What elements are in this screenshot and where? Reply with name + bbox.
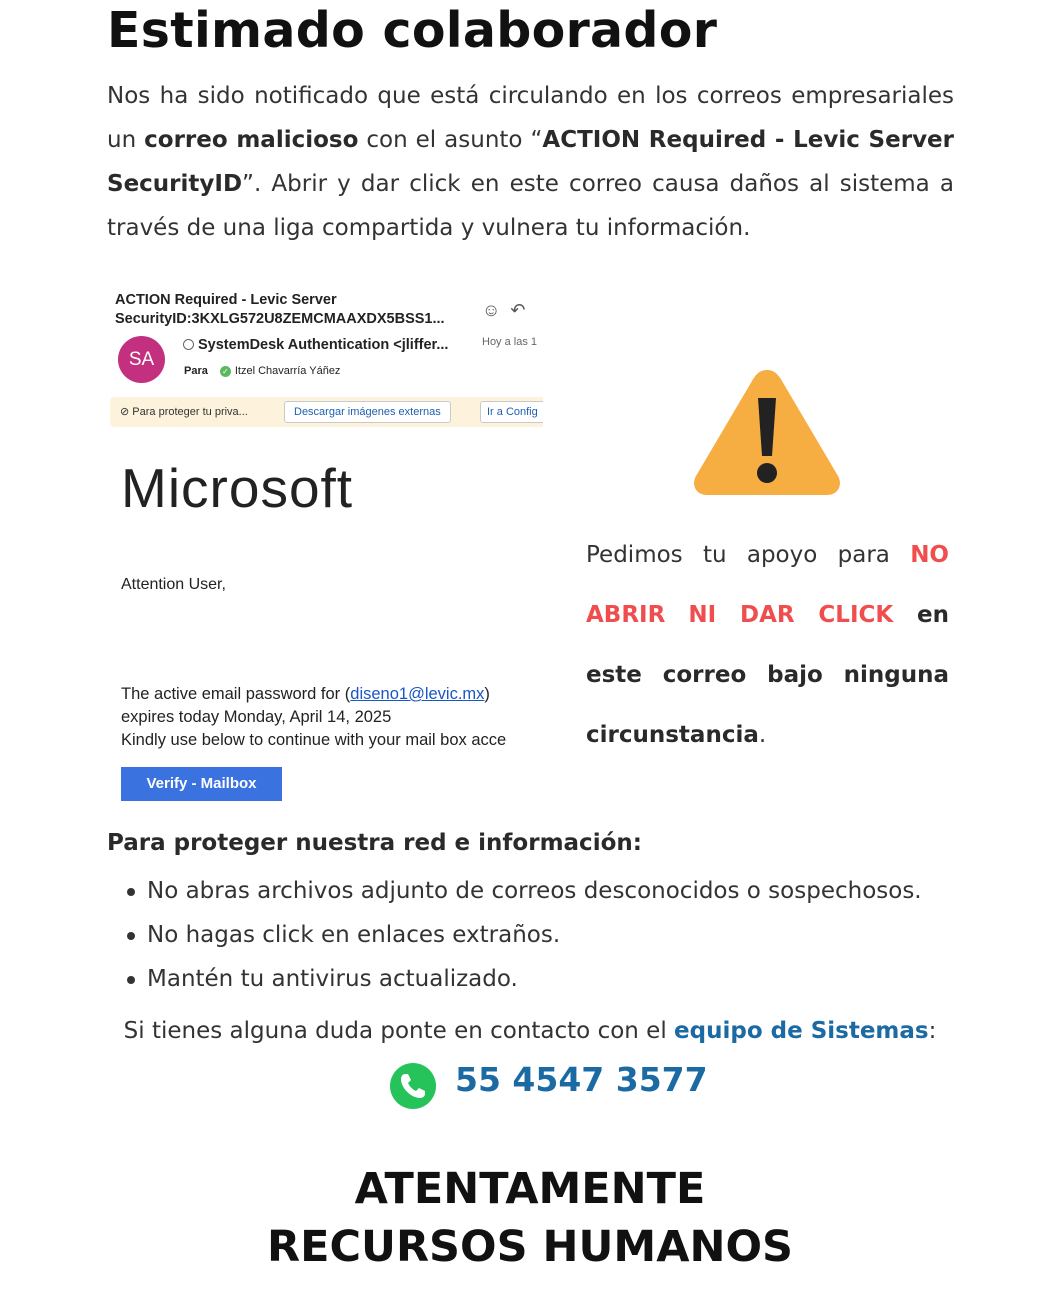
warning-icon [692,364,842,498]
microsoft-logo-text: Microsoft [121,457,354,519]
appeal-text: Pedimos tu apoyo para [586,542,911,568]
protect-heading: Para proteger nuestra red e información: [107,830,642,856]
intro-paragraph [107,74,954,250]
signoff [0,1160,1060,1276]
contact-line [0,1018,1060,1044]
whatsapp-phone-icon [389,1062,437,1110]
email-body-line-1 [121,683,506,706]
signoff-line-1: ATENTAMENTE [354,1164,706,1214]
email-action-icons [482,300,535,321]
email-time: Hoy a las 1 [482,336,538,348]
smiley-icon: ☺ [482,300,511,320]
intro-bold-subject: ACTION Required - Levic Server SecurityID [107,127,954,197]
intro-text-3: ”. Abrir y dar click en este correo causa daños al sistema a través de una liga compartida y vulnera tu información. [107,171,954,241]
intro-bold-malicious: correo malicioso [144,127,359,153]
contact-colon: : [928,1018,937,1044]
list-item: Mantén tu antivirus actualizado. [127,957,922,1001]
appeal-end: . [758,722,767,748]
tips-list [127,869,922,1001]
signoff-line-2: RECURSOS HUMANOS [266,1222,793,1272]
page-title: Estimado colaborador [107,2,718,59]
contact-text: Si tienes alguna duda ponte en contacto con el [123,1018,675,1044]
check-icon: ✓ [220,366,231,377]
appeal-bold: en este correo bajo ninguna circunstancia [586,602,950,748]
email-recipient-row [184,365,340,377]
download-images-button: Descargar imágenes externas [284,401,451,423]
appeal-no-click: NI DAR CLICK [688,602,894,628]
appeal-paragraph [586,525,949,765]
to-label: Para [184,365,208,377]
verify-mailbox-button: Verify - Mailbox [121,767,282,801]
email-subject-line-2: SecurityID:3KXLG572U8ZEMCMAAXDX5BSS1... [115,311,445,327]
sender-avatar: SA [118,336,165,383]
email-body [121,683,506,752]
privacy-bar [110,397,543,427]
body-line-1-post: ) [484,685,490,703]
privacy-text [120,405,248,418]
intro-text-2: con el asunto “ [358,127,543,153]
email-body-line-2: expires today Monday, April 14, 2025 [121,708,392,726]
systems-team: equipo de Sistemas [674,1018,929,1044]
email-sender [183,337,448,353]
recipient-name: Itzel Chavarría Yáñez [234,365,341,377]
privacy-icon: ⊘ [120,406,130,418]
list-item: No abras archivos adjunto de correos desconocidos o sospechosos. [127,869,922,913]
email-address-link: diseno1@levic.mx [350,685,485,703]
phishing-email-screenshot [108,284,543,814]
radio-icon [183,339,194,350]
body-line-1-pre: The active email password for ( [121,685,351,703]
sender-name: SystemDesk Authentication <jliffer... [198,337,449,353]
email-greeting: Attention User, [121,576,226,593]
list-item: No hagas click en enlaces extraños. [127,913,922,957]
appeal-no-open: NO ABRIR [586,542,949,628]
email-body-line-3: Kindly use below to continue with your mail box acce [121,731,507,749]
privacy-label: Para proteger tu priva... [132,406,248,418]
email-subject [115,291,465,329]
go-to-settings-button: Ir a Config [480,401,543,423]
email-subject-line-1: ACTION Required - Levic Server [115,292,337,308]
phone-number[interactable]: 55 4547 3577 [455,1060,708,1099]
intro-text-1: Nos ha sido notificado que está circulando en los correos empresariales un [107,83,954,153]
reply-icon: ↶ [510,300,536,320]
